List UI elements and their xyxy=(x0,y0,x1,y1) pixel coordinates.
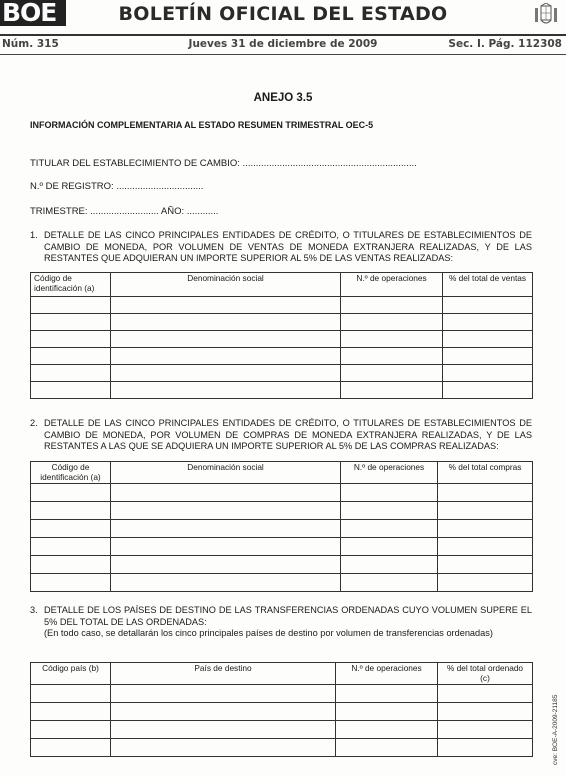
cell[interactable] xyxy=(31,297,111,314)
annex-title: ANEJO 3.5 xyxy=(253,92,313,104)
table-destinations xyxy=(30,662,533,757)
cell[interactable] xyxy=(111,365,341,382)
cell[interactable] xyxy=(341,331,443,348)
table-row xyxy=(31,502,533,520)
cell[interactable] xyxy=(111,297,341,314)
cell[interactable] xyxy=(31,556,111,574)
cell[interactable] xyxy=(31,538,111,556)
cell[interactable] xyxy=(341,314,443,331)
cve-stamp: cve: BOE-A-2009-21185 xyxy=(552,694,559,765)
header-divider-bottom xyxy=(0,54,566,55)
table-row xyxy=(31,739,533,757)
table-row xyxy=(31,484,533,502)
section-number: 1. xyxy=(30,230,38,240)
col-percent: % del total compras xyxy=(438,462,533,484)
section-page: Sec. I. Pág. 112308 xyxy=(448,38,562,50)
cell[interactable] xyxy=(31,721,111,739)
cell[interactable] xyxy=(336,703,438,721)
section-text: DETALLE DE LAS CINCO PRINCIPALES ENTIDADES DE CRÉDITO, O TITULARES DE ESTABLECIMIENTOS DE CAMBIO DE MONEDA, POR VOLUMEN DE COMPRAS DE MONEDA EXTRANJERA REALIZADAS, Y DE LAS RESTANTES A LAS QUE SE ADQUIERA UN IMPORTE SUPERIOR AL 5% DE LAS COMPRAS REALIZADAS: xyxy=(44,418,532,451)
section-1 xyxy=(30,230,532,265)
section-2 xyxy=(30,418,532,453)
table-row xyxy=(31,348,533,365)
table-row xyxy=(31,382,533,399)
cell[interactable] xyxy=(341,502,438,520)
cell[interactable] xyxy=(443,314,533,331)
cell[interactable] xyxy=(336,685,438,703)
table-row xyxy=(31,685,533,703)
cell[interactable] xyxy=(438,520,533,538)
cell[interactable] xyxy=(438,574,533,592)
header-info xyxy=(0,38,566,52)
cell[interactable] xyxy=(443,382,533,399)
cell[interactable] xyxy=(31,484,111,502)
table-header-row xyxy=(31,273,533,297)
table-row xyxy=(31,703,533,721)
cell[interactable] xyxy=(336,721,438,739)
cell[interactable] xyxy=(341,556,438,574)
section-number: 3. xyxy=(30,605,38,615)
cell[interactable] xyxy=(31,739,111,757)
cell[interactable] xyxy=(31,365,111,382)
cell[interactable] xyxy=(438,721,533,739)
cell[interactable] xyxy=(336,739,438,757)
coat-of-arms-icon xyxy=(532,3,560,27)
col-name: Denominación social xyxy=(111,273,341,297)
section-note: (En todo caso, se detallarán los cinco principales países de destino por volumen de transferencias ordenadas) xyxy=(44,628,493,638)
table-row xyxy=(31,538,533,556)
cell[interactable] xyxy=(111,685,336,703)
cell[interactable] xyxy=(111,739,336,757)
cell[interactable] xyxy=(31,502,111,520)
section-number: 2. xyxy=(30,418,38,428)
cell[interactable] xyxy=(341,484,438,502)
col-percent: % del total de ventas xyxy=(443,273,533,297)
cell[interactable] xyxy=(111,556,341,574)
cell[interactable] xyxy=(341,365,443,382)
table-row xyxy=(31,556,533,574)
cell[interactable] xyxy=(438,538,533,556)
cell[interactable] xyxy=(438,484,533,502)
table-purchases xyxy=(30,461,533,592)
table-header-row xyxy=(31,663,533,685)
cell[interactable] xyxy=(31,348,111,365)
cell[interactable] xyxy=(341,538,438,556)
cell[interactable] xyxy=(111,314,341,331)
section-text: DETALLE DE LOS PAÍSES DE DESTINO DE LAS TRANSFERENCIAS ORDENADAS CUYO VOLUMEN SUPERE EL 5% DEL TOTAL DE LAS ORDENADAS: xyxy=(44,605,532,627)
form-title: INFORMACIÓN COMPLEMENTARIA AL ESTADO RESUMEN TRIMESTRAL OEC-5 xyxy=(30,120,374,130)
cell[interactable] xyxy=(341,520,438,538)
section-text: DETALLE DE LAS CINCO PRINCIPALES ENTIDADES DE CRÉDITO, O TITULARES DE ESTABLECIMIENTOS DE CAMBIO DE MONEDA, POR VOLUMEN DE VENTAS DE MONEDA EXTRANJERA REALIZADAS, Y DE LAS RESTANTES QUE ADQUIERAN UN IMPORTE SUPERIOR AL 5% DE LAS VENTAS REALIZADAS: xyxy=(44,230,532,263)
table-row xyxy=(31,365,533,382)
cell[interactable] xyxy=(31,382,111,399)
cell[interactable] xyxy=(341,382,443,399)
cell[interactable] xyxy=(111,484,341,502)
cell[interactable] xyxy=(443,365,533,382)
col-operations: N.º de operaciones xyxy=(341,273,443,297)
cell[interactable] xyxy=(443,331,533,348)
issue-date: Jueves 31 de diciembre de 2009 xyxy=(188,38,378,50)
boe-logo: BOE xyxy=(0,0,66,26)
table-row xyxy=(31,297,533,314)
registro-field: N.º DE REGISTRO: ................................. xyxy=(30,181,204,192)
col-operations: N.º de operaciones xyxy=(341,462,438,484)
table-row xyxy=(31,520,533,538)
col-percent: % del total ordenado (c) xyxy=(438,663,533,685)
table-row xyxy=(31,314,533,331)
cell[interactable] xyxy=(31,520,111,538)
cell[interactable] xyxy=(438,502,533,520)
cell[interactable] xyxy=(438,739,533,757)
cell[interactable] xyxy=(111,538,341,556)
table-row xyxy=(31,574,533,592)
cell[interactable] xyxy=(341,297,443,314)
table-header-row xyxy=(31,462,533,484)
table-row xyxy=(31,721,533,739)
col-operations: N.º de operaciones xyxy=(336,663,438,685)
cell[interactable] xyxy=(111,703,336,721)
cell[interactable] xyxy=(438,685,533,703)
cell[interactable] xyxy=(438,556,533,574)
trimestre-field: TRIMESTRE: .......................... AÑO: ............ xyxy=(30,206,219,217)
cell[interactable] xyxy=(111,574,341,592)
titular-field: TITULAR DEL ESTABLECIMIENTO DE CAMBIO: .................................................................. xyxy=(30,158,417,169)
cell[interactable] xyxy=(438,703,533,721)
table-row xyxy=(31,331,533,348)
col-country: País de destino xyxy=(111,663,336,685)
cell[interactable] xyxy=(111,520,341,538)
cell[interactable] xyxy=(31,331,111,348)
cell[interactable] xyxy=(111,721,336,739)
cell[interactable] xyxy=(111,331,341,348)
section-3 xyxy=(30,605,532,640)
cell[interactable] xyxy=(31,574,111,592)
cell[interactable] xyxy=(111,502,341,520)
cell[interactable] xyxy=(341,574,438,592)
header-divider xyxy=(0,34,566,36)
col-country-code: Código país (b) xyxy=(31,663,111,685)
issue-number: Núm. 315 xyxy=(2,38,59,50)
cell[interactable] xyxy=(111,382,341,399)
bulletin-title: BOLETÍN OFICIAL DEL ESTADO xyxy=(118,3,448,25)
col-name: Denominación social xyxy=(111,462,341,484)
cell[interactable] xyxy=(443,348,533,365)
cell[interactable] xyxy=(31,703,111,721)
cell[interactable] xyxy=(31,314,111,331)
cell[interactable] xyxy=(111,348,341,365)
col-code: Código de identificación (a) xyxy=(31,273,111,297)
cell[interactable] xyxy=(341,348,443,365)
table-sales xyxy=(30,272,533,399)
col-code: Código de identificación (a) xyxy=(31,462,111,484)
cell[interactable] xyxy=(443,297,533,314)
cell[interactable] xyxy=(31,685,111,703)
